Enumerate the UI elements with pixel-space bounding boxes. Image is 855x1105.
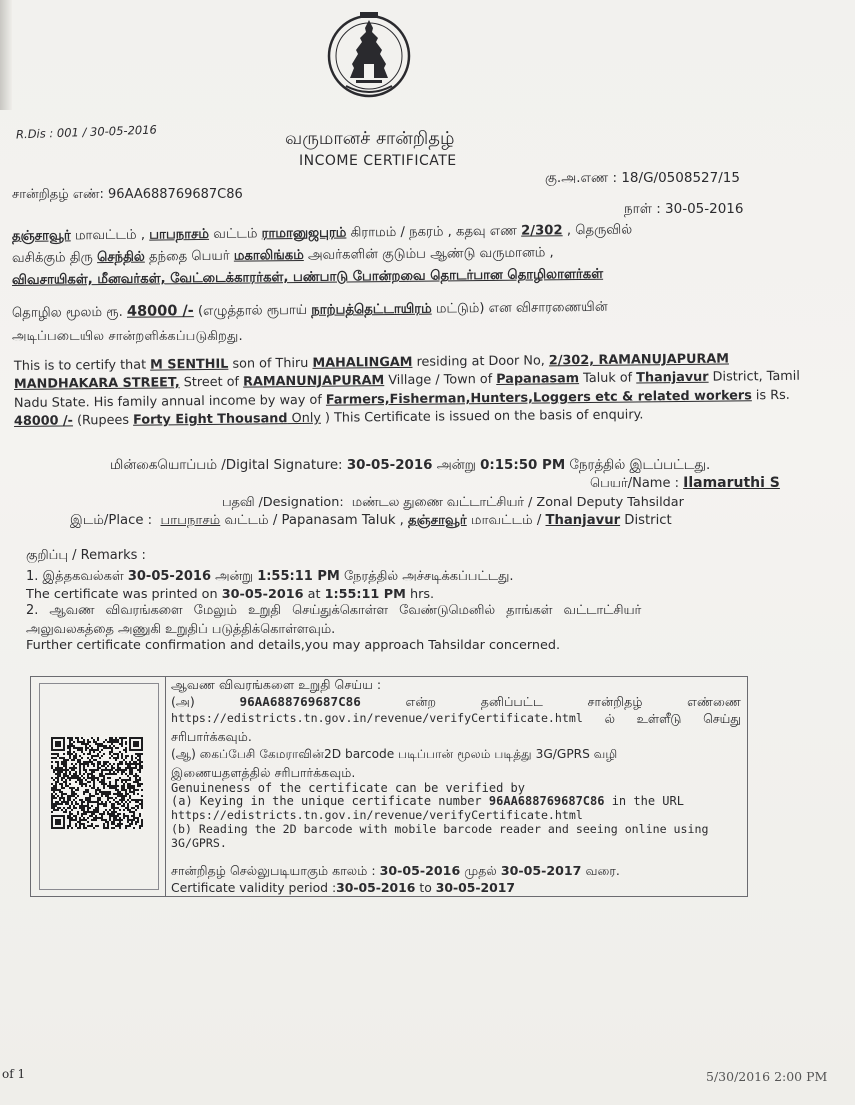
tamil-line-2: வசிக்கும் திரு செந்தில் தந்தை பெயர் மகாலிங்கம் அவர்களின் குடும்ப ஆண்டு வருமானம் ,: [11, 245, 554, 266]
english-line-3: Nadu State. His family annual income by way of Farmers,Fisherman,Hunters,Loggers etc & related workers is Rs.: [13, 387, 790, 411]
verify-line-b: (ஆ) கைப்பேசி கேமராவின்2D barcode படிப்பான் மூலம் படித்து 3G/GPRS வழி: [171, 747, 618, 761]
verify-line-b-cont: இணையதளத்தில் சரிபார்க்கவும்.: [171, 765, 356, 780]
place: இடம்/Place : பாபநாசம் வட்டம் / Papanasam Taluk , தஞ்சாவூர் மாவட்டம் / Thanjavur District: [70, 513, 672, 528]
signatory-name: பெயர்/Name : Ilamaruthi S: [590, 475, 780, 491]
tamil-line-4: தொழில மூலம் ரூ. 48000 /- (எழுத்தால் ரூபாய் நாற்பத்தெட்டாயிரம் மட்டும்) என விசாரணையின்: [11, 299, 608, 321]
reference-number: கு.அ.எண : 18/G/0508527/15: [545, 170, 740, 186]
verification-box: [30, 676, 748, 897]
remarks-label: குறிப்பு / Remarks :: [26, 548, 146, 563]
english-line-2: MANDHAKARA STREET, Street of RAMANUNJAPURAM Village / Town of Papanasam Taluk of Thanjavur District, Tamil: [13, 368, 800, 392]
tamil-line-1: தஞ்சாவூர் மாவட்டம் , பாபநாசம் வட்டம் ராமானுஜபுரம் கிராமம் / நகரம் , கதவு எண 2/302 , தெருவில்: [11, 222, 633, 244]
verify-heading: ஆவண விவரங்களை உறுதி செய்ய :: [171, 677, 382, 692]
verify-gprs: 3G/GPRS.: [171, 836, 227, 850]
verify-keying: (a) Keying in the unique certificate number 96AA688769687C86 in the URL: [171, 794, 684, 808]
remark-2-tamil: 2. ஆவண விவரங்களை மேலும் உறுதி செய்துக்கொள்ள வேண்டுமெனில் தாங்கள் வட்டாட்சியர்: [26, 603, 642, 618]
verify-line-a: (அ) 96AA688769687C86 என்ற தனிப்பட்ட சான்றிதழ் எண்ணை: [171, 694, 741, 709]
remark-2-english: Further certificate confirmation and details,you may approach Tahsildar concerned.: [26, 638, 561, 653]
remark-2-tamil-cont: அலுவலகத்தை அணுகி உறுதிப் படுத்திக்கொள்ளவும்.: [26, 622, 336, 637]
rdis-ref: R.Dis : 001 / 30-05-2016: [15, 122, 158, 142]
english-line-1: This is to certify that M SENTHIL son of Thiru MAHALINGAM residing at Door No, 2/302, RAMANUJAPURAM: [13, 351, 729, 374]
english-line-4: 48000 /- (Rupees Forty Eight Thousand Only ) This Certificate is issued on the basis of enquiry.: [13, 407, 644, 429]
verify-line-check: சரிபார்க்கவும்.: [171, 729, 252, 744]
tamil-line-5: அடிப்படையில சான்றளிக்கப்படுகிறது.: [12, 329, 243, 344]
remark-1-tamil: 1. இத்தகவல்கள் 30-05-2016 அன்று 1:55:11 PM நேரத்தில் அச்சடிக்கப்பட்டது.: [26, 569, 514, 584]
validity-english: Certificate validity period :30-05-2016 to 30-05-2017: [171, 880, 515, 895]
print-timestamp: 5/30/2016 2:00 PM: [706, 1069, 828, 1084]
verify-url-link[interactable]: https://edistricts.tn.gov.in/revenue/verifyCertificate.html: [171, 711, 583, 725]
verify-barcode-text: (b) Reading the 2D barcode with mobile barcode reader and seeing online using: [171, 822, 709, 836]
verify-line-url: https://edistricts.tn.gov.in/revenue/verifyCertificate.html ல் உள்ளீடு செய்து: [171, 711, 741, 726]
title-tamil: வருமானச் சான்றிதழ்: [285, 128, 455, 149]
qr-barcode-icon[interactable]: [51, 737, 143, 829]
digital-signature: மின்கையொப்பம் /Digital Signature: 30-05-2016 அன்று 0:15:50 PM நேரத்தில் இடப்பட்டது.: [110, 458, 711, 473]
title-english: INCOME CERTIFICATE: [299, 153, 457, 169]
remark-1-english: The certificate was printed on 30-05-2016 at 1:55:11 PM hrs.: [26, 587, 435, 602]
page-count: of 1: [2, 1067, 26, 1081]
tamil-nadu-emblem-icon: [326, 6, 412, 102]
tamil-line-3: விவசாயிகள், மீனவர்கள், வேட்டைக்காரர்கள், பண்பாடு போன்றவை தொடர்பான தொழிலாளர்கள்: [11, 266, 604, 288]
designation: பதவி /Designation: மண்டல துணை வட்டாட்சியர் / Zonal Deputy Tahsildar: [222, 495, 684, 510]
genuineness-text: Genuineness of the certificate can be verified by: [171, 781, 526, 795]
certificate-date: நாள் : 30-05-2016: [624, 201, 744, 217]
certificate-number: சான்றிதழ் எண்: 96AA688769687C86: [12, 187, 243, 202]
validity-tamil: சான்றிதழ் செல்லுபடியாகும் காலம் : 30-05-2016 முதல் 30-05-2017 வரை.: [171, 863, 620, 878]
verify-url-2[interactable]: https://edistricts.tn.gov.in/revenue/verifyCertificate.html: [171, 808, 583, 822]
